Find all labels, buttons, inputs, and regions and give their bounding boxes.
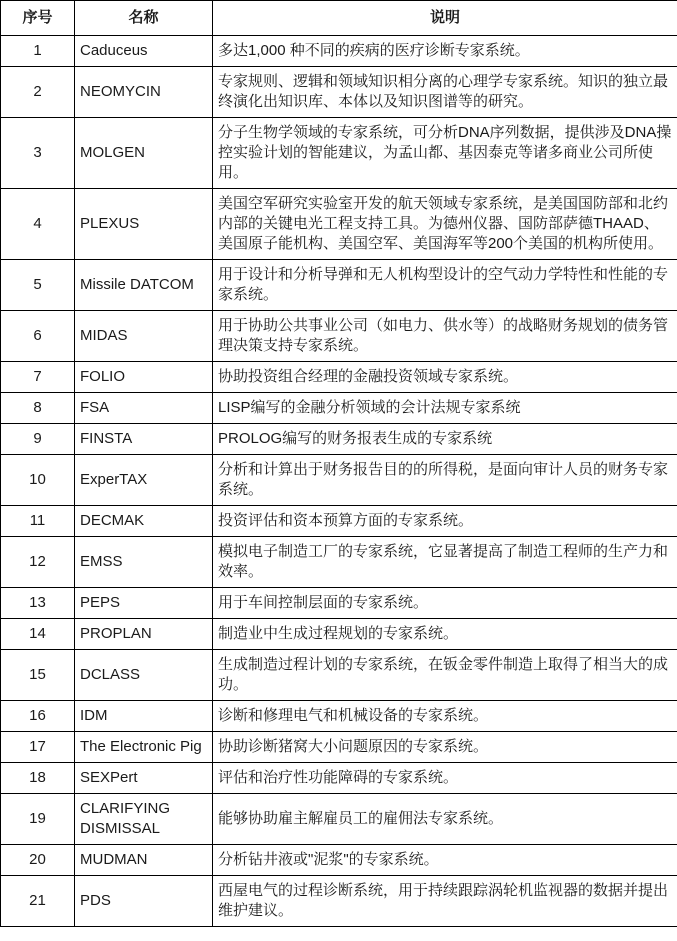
row-number-cell: 12	[1, 537, 75, 588]
row-number-cell: 9	[1, 424, 75, 455]
table-row	[1, 424, 677, 455]
name-cell: NEOMYCIN	[75, 67, 213, 118]
name-cell: DECMAK	[75, 506, 213, 537]
table-header	[1, 1, 677, 36]
row-number-cell: 2	[1, 67, 75, 118]
row-number-cell: 19	[1, 794, 75, 845]
table-row	[1, 619, 677, 650]
description-cell: LISP编写的金融分析领域的会计法规专家系统	[213, 393, 677, 424]
name-cell: PDS	[75, 876, 213, 927]
row-number-cell: 14	[1, 619, 75, 650]
table-row	[1, 588, 677, 619]
table-row	[1, 876, 677, 927]
row-number-cell: 16	[1, 701, 75, 732]
table-row	[1, 118, 677, 189]
description-cell: 分析和计算出于财务报告目的的所得税，是面向审计人员的财务专家系统。	[213, 455, 677, 506]
name-cell: DCLASS	[75, 650, 213, 701]
name-cell: EMSS	[75, 537, 213, 588]
name-cell: ExperTAX	[75, 455, 213, 506]
description-cell: 美国空军研究实验室开发的航天领域专家系统，是美国国防部和北约内部的关键电光工程支持工具。为德州仪器、国防部萨德THAAD、美国原子能机构、美国空军、美国海军等200个美国的机构所使用。	[213, 189, 677, 260]
header-row	[1, 1, 677, 36]
row-number-cell: 3	[1, 118, 75, 189]
name-cell: Caduceus	[75, 36, 213, 67]
table-row	[1, 650, 677, 701]
name-cell: FOLIO	[75, 362, 213, 393]
description-cell: 用于协助公共事业公司（如电力、供水等）的战略财务规划的债务管理决策支持专家系统。	[213, 311, 677, 362]
table-row	[1, 393, 677, 424]
description-cell: 协助投资组合经理的金融投资领域专家系统。	[213, 362, 677, 393]
table-row	[1, 701, 677, 732]
table-row	[1, 362, 677, 393]
row-number-cell: 4	[1, 189, 75, 260]
table-row	[1, 763, 677, 794]
row-number-cell: 18	[1, 763, 75, 794]
description-cell: 用于设计和分析导弹和无人机构型设计的空气动力学特性和性能的专家系统。	[213, 260, 677, 311]
column-header-no: 序号	[1, 1, 75, 36]
table-row	[1, 537, 677, 588]
name-cell: MIDAS	[75, 311, 213, 362]
description-cell: 评估和治疗性功能障碍的专家系统。	[213, 763, 677, 794]
name-cell: Missile DATCOM	[75, 260, 213, 311]
description-cell: 分析钻井液或"泥浆"的专家系统。	[213, 845, 677, 876]
row-number-cell: 11	[1, 506, 75, 537]
row-number-cell: 6	[1, 311, 75, 362]
description-cell: 分子生物学领域的专家系统，可分析DNA序列数据，提供涉及DNA操控实验计划的智能建议，为孟山都、基因泰克等诸多商业公司所使用。	[213, 118, 677, 189]
table-row	[1, 67, 677, 118]
name-cell: MOLGEN	[75, 118, 213, 189]
description-cell: 用于车间控制层面的专家系统。	[213, 588, 677, 619]
description-cell: 模拟电子制造工厂的专家系统，它显著提高了制造工程师的生产力和效率。	[213, 537, 677, 588]
name-cell: The Electronic Pig	[75, 732, 213, 763]
name-cell: PROPLAN	[75, 619, 213, 650]
row-number-cell: 7	[1, 362, 75, 393]
table-row	[1, 260, 677, 311]
description-cell: 多达1,000 种不同的疾病的医疗诊断专家系统。	[213, 36, 677, 67]
description-cell: 专家规则、逻辑和领域知识相分离的心理学专家系统。知识的独立最终演化出知识库、本体以及知识图谱等的研究。	[213, 67, 677, 118]
row-number-cell: 20	[1, 845, 75, 876]
name-cell: SEXPert	[75, 763, 213, 794]
name-cell: IDM	[75, 701, 213, 732]
description-cell: 西屋电气的过程诊断系统，用于持续跟踪涡轮机监视器的数据并提出维护建议。	[213, 876, 677, 927]
table-row	[1, 845, 677, 876]
name-cell: FINSTA	[75, 424, 213, 455]
name-cell: FSA	[75, 393, 213, 424]
table-row	[1, 794, 677, 845]
table-row	[1, 36, 677, 67]
row-number-cell: 17	[1, 732, 75, 763]
name-cell: CLARIFYING DISMISSAL	[75, 794, 213, 845]
description-cell: 协助诊断猪窝大小问题原因的专家系统。	[213, 732, 677, 763]
description-cell: PROLOG编写的财务报表生成的专家系统	[213, 424, 677, 455]
row-number-cell: 10	[1, 455, 75, 506]
table-row	[1, 732, 677, 763]
table-row	[1, 455, 677, 506]
row-number-cell: 13	[1, 588, 75, 619]
description-cell: 诊断和修理电气和机械设备的专家系统。	[213, 701, 677, 732]
table-row	[1, 506, 677, 537]
description-cell: 投资评估和资本预算方面的专家系统。	[213, 506, 677, 537]
name-cell: PLEXUS	[75, 189, 213, 260]
row-number-cell: 1	[1, 36, 75, 67]
description-cell: 制造业中生成过程规划的专家系统。	[213, 619, 677, 650]
row-number-cell: 5	[1, 260, 75, 311]
description-cell: 生成制造过程计划的专家系统，在钣金零件制造上取得了相当大的成功。	[213, 650, 677, 701]
row-number-cell: 15	[1, 650, 75, 701]
description-cell: 能够协助雇主解雇员工的雇佣法专家系统。	[213, 794, 677, 845]
row-number-cell: 8	[1, 393, 75, 424]
name-cell: MUDMAN	[75, 845, 213, 876]
name-cell: PEPS	[75, 588, 213, 619]
table-row	[1, 189, 677, 260]
table-body	[1, 36, 677, 927]
column-header-name: 名称	[75, 1, 213, 36]
table-row	[1, 311, 677, 362]
column-header-desc: 说明	[213, 1, 677, 36]
row-number-cell: 21	[1, 876, 75, 927]
